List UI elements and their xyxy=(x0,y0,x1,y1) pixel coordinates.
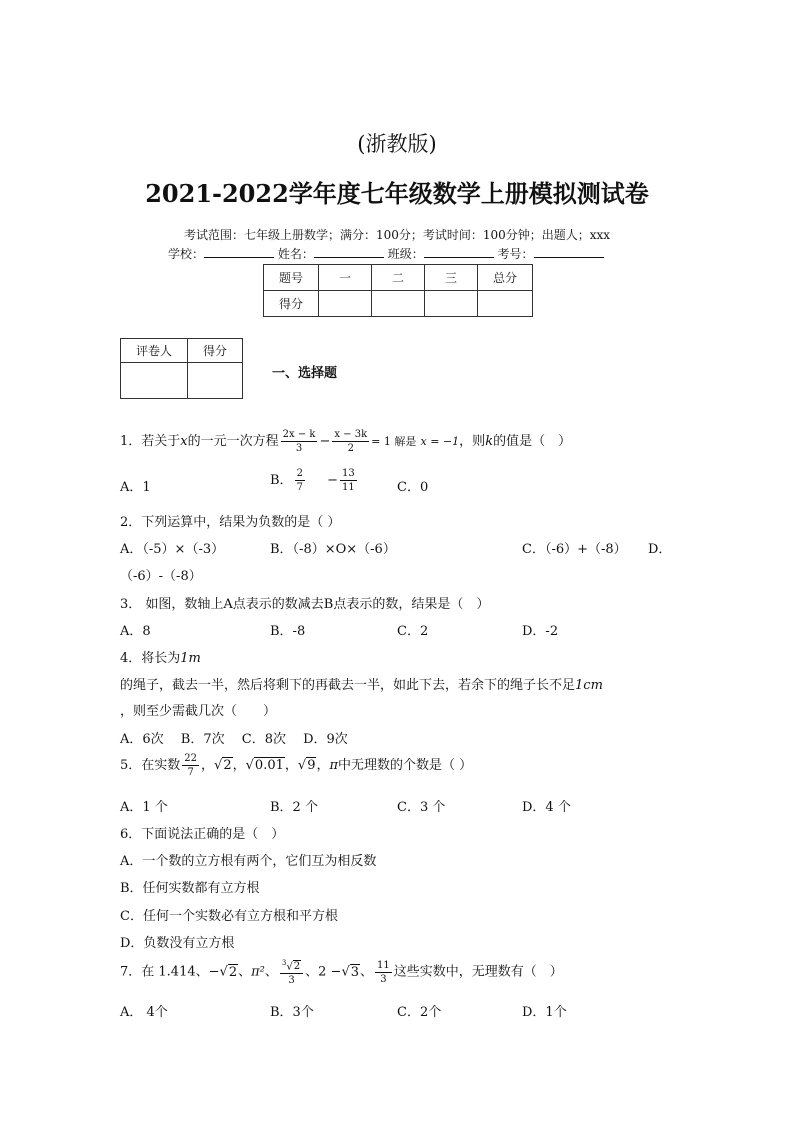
q1-option-c[interactable]: C．0 xyxy=(397,480,429,495)
q5-option-d[interactable]: D．4 个 xyxy=(522,800,571,815)
score-cell[interactable] xyxy=(372,291,425,317)
grader-table xyxy=(120,338,243,399)
q7-option-b[interactable]: B．3个 xyxy=(270,1005,314,1020)
q6-option-a[interactable]: A．一个数的立方根有两个，它们互为相反数 xyxy=(120,854,377,869)
fraction: $\frac{x - 3k}{2}$ xyxy=(334,429,368,454)
q6-option-c[interactable]: C．任何一个实数必有立方根和平方根 xyxy=(120,909,338,924)
class-field[interactable] xyxy=(424,245,494,258)
q5-option-c[interactable]: C．3 个 xyxy=(397,800,446,815)
grader-cell[interactable] xyxy=(188,363,243,399)
grader-header-cell: 得分 xyxy=(188,339,243,363)
class-label: 班级： xyxy=(387,247,424,261)
score-header-cell: 题号 xyxy=(264,265,319,291)
score-header-cell: 三 xyxy=(425,265,478,291)
q2-option-d[interactable]: D． xyxy=(648,542,672,557)
question-5: 5．在实数 $\frac{22}{7}$ ，√2，√0.01，√9，π中无理数的个数是（ ） xyxy=(120,753,473,778)
name-field[interactable] xyxy=(314,245,384,258)
q4-options[interactable]: A．6次 B．7次 C．8次 D．9次 xyxy=(120,732,348,747)
student-fields xyxy=(168,245,604,262)
question-4-line-1: 4．将长为1m xyxy=(120,651,201,666)
score-header-cell: 总分 xyxy=(478,265,533,291)
edition-label: (浙教版) xyxy=(357,132,437,156)
q7-option-c[interactable]: C．2个 xyxy=(397,1005,442,1020)
q2-option-a[interactable]: A．（-5）×（-3） xyxy=(120,542,225,557)
q6-option-d[interactable]: D．负数没有立方根 xyxy=(120,936,235,951)
q3-option-a[interactable]: A．8 xyxy=(120,624,151,639)
q5-option-a[interactable]: A．1 个 xyxy=(120,800,168,815)
school-field[interactable] xyxy=(204,245,274,258)
school-label: 学校： xyxy=(168,247,205,261)
q2-option-c[interactable]: C．（-6）+（-8） xyxy=(522,542,627,557)
question-2: 2．下列运算中，结果为负数的是（ ） xyxy=(120,515,341,530)
page-title: 2021-2022学年度七年级数学上册模拟测试卷 xyxy=(145,179,649,208)
q3-option-d[interactable]: D．-2 xyxy=(522,624,559,639)
q3-option-b[interactable]: B．-8 xyxy=(270,624,306,639)
score-cell[interactable] xyxy=(478,291,533,317)
score-cell[interactable] xyxy=(319,291,372,317)
q3-option-c[interactable]: C．2 xyxy=(397,624,429,639)
grader-cell[interactable] xyxy=(121,363,188,399)
question-6: 6．下面说法正确的是（ ） xyxy=(120,827,285,842)
score-cell[interactable] xyxy=(425,291,478,317)
section-heading: 一、选择题 xyxy=(272,366,338,381)
grader-header-cell: 评卷人 xyxy=(121,339,188,363)
score-row-label: 得分 xyxy=(264,291,319,317)
score-header-cell: 一 xyxy=(319,265,372,291)
fraction: $\frac{2x - k}{3}$ xyxy=(282,429,316,454)
number-field[interactable] xyxy=(534,245,604,258)
exam-info: 考试范围：七年级上册数学；满分：100分；考试时间：100分钟；出题人；xxx xyxy=(183,228,611,242)
q1-option-a[interactable]: A．1 xyxy=(120,480,151,495)
question-1: 1．若关于x的一元一次方程 $\frac{2x - k}{3}$ − $\frac{x - 3k}{2}$ = 1 解是 x = −1，则k的值是（ ） xyxy=(120,429,572,454)
q7-option-a[interactable]: A． 4个 xyxy=(120,1005,168,1020)
question-3: 3． 如图，数轴上A点表示的数减去B点表示的数，结果是（ ） xyxy=(120,597,490,612)
question-4-line-2: 的绳子，截去一半，然后将剩下的再截去一半，如此下去，若余下的绳子长不足1cm xyxy=(120,678,603,693)
q2-option-d-text: （-6）-（-8） xyxy=(120,569,202,584)
question-4-line-3: ，则至少需截几次（ ） xyxy=(120,704,277,719)
question-7: 7．在 1.414、−√2、π²、 $\frac{^3√2}{3}$ 、2 −√3、 $\frac{11}{3}$ 这些实数中，无理数有（ ） xyxy=(120,959,563,987)
q2-option-b[interactable]: B．（-8）×O×（-6） xyxy=(270,542,396,557)
score-header-cell: 二 xyxy=(372,265,425,291)
name-label: 姓名： xyxy=(277,247,314,261)
score-table xyxy=(263,264,533,317)
q6-option-b[interactable]: B．任何实数都有立方根 xyxy=(120,881,260,896)
q5-option-b[interactable]: B．2 个 xyxy=(270,800,318,815)
number-label: 考号： xyxy=(497,247,534,261)
q7-option-d[interactable]: D．1个 xyxy=(522,1005,567,1020)
q1-option-b[interactable]: B． $\frac{2}{7}$ − $\frac{13}{11}$ xyxy=(270,468,355,493)
